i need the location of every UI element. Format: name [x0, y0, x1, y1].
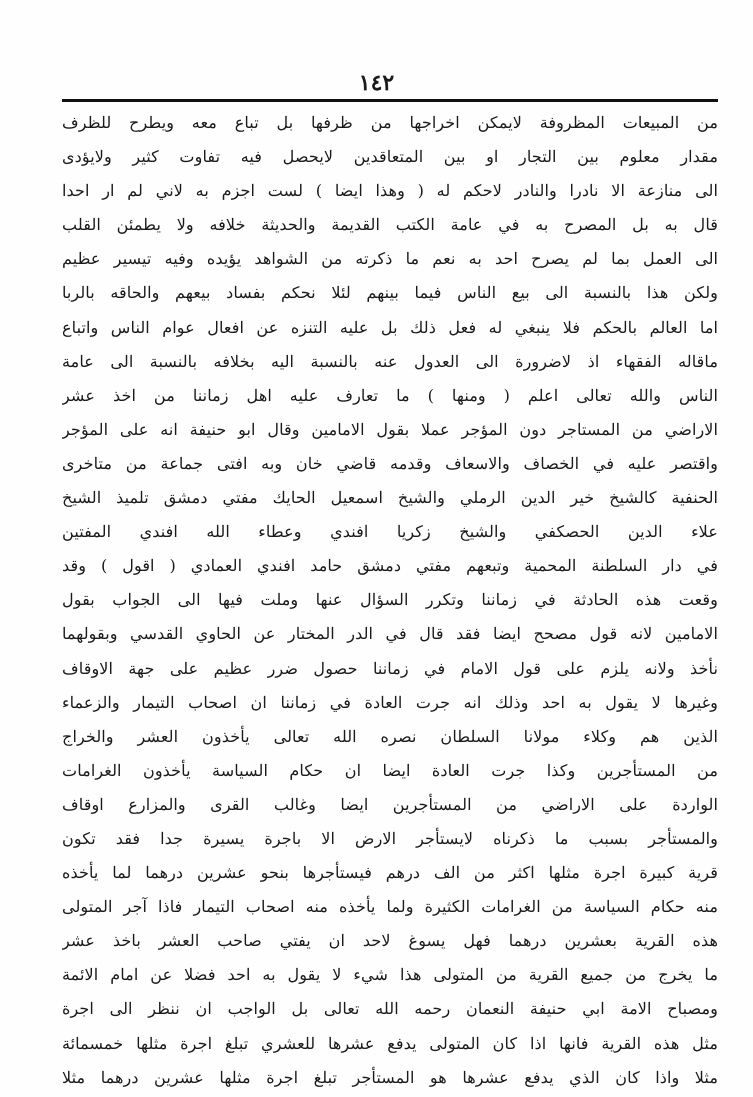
- text-line: منه حكام السياسة من الغرامات الكثيرة ولما يأخذه منه اصحاب التيمار فاذا آجر المتولى: [62, 897, 718, 917]
- text-line: من المبيعات المظروفة لايمكن اخراجها من ظرفها بل تباع معه ويطرح للظرف: [62, 113, 718, 132]
- text-line: ولكن هذا بالنسبة الى بيع الناس فيما بينهم لئلا نحكم بفساد بيعهم والحاقه بالربا: [62, 283, 718, 303]
- text-line: الى منازعة الا نادرا والنادر لاحكم له ( وهذا ايضا ) لست اجزم به لاني لم ار احدا: [62, 181, 718, 201]
- text-line: الامامين لانه قول مصحح ايضا فقد قال في الدر المختار عن الحاوي القدسي وبقولهما: [62, 624, 718, 644]
- text-line: من المستأجرين وكذا جرت العادة ايضا ان حكام السياسة يأخذون الغرامات: [62, 760, 718, 780]
- text-line: ماقاله الفقهاء اذ لاضرورة الى العدول عنه بالنسبة اليه بخلافه بالنسبة الى عامة: [62, 351, 718, 371]
- text-line: الذين هم وكلاء مولانا السلطان نصره الله تعالى يأخذون العشر والخراج: [62, 726, 718, 746]
- text-line: نأخذ ولانه يلزم على قول الامام في زماننا حصول ضرر عظيم على جهة الاوقاف: [62, 658, 718, 678]
- text-line: مثل هذه القرية فانها اذا كان المتولى يدفع عشرها للعشري تبلغ اجرة مثلها خمسمائة: [62, 1033, 718, 1053]
- text-line: وغيرها لا يقول به احد وذلك انه جرت العادة في زماننا ان اصحاب التيمار والزعماء: [62, 692, 718, 712]
- text-line: الحنفية كالشيخ خير الدين الرملي والشيخ اسمعيل الحايك مفتي دمشق تلميذ الشيخ: [62, 488, 718, 508]
- text-line: الاراضي من المستاجر دون المؤجر عملا بقول الامامين وقال ابو حنيفة انه على المؤجر: [62, 419, 718, 439]
- text-line: هذه القرية بعشرين درهما فهل يسوغ لاحد ان يفتي صاحب العشر باخذ عشر: [62, 931, 718, 951]
- text-line: في دار السلطنة المحمية وتبعهم مفتي دمشق حامد افندي العمادي ( اقول ) وقد: [62, 556, 718, 576]
- text-line: واقتصر عليه في الخصاف والاسعاف وقدمه قاضي خان وبه افتى جماعة من متاخرى: [62, 453, 718, 473]
- text-line: مقدار معلوم بين التجار او بين المتعاقدين لايحصل فيه تفاوت كثير ولايؤدى: [62, 147, 718, 167]
- text-line: ما يخرج من جميع القرية من المتولى هذا شيء لا يقول به احد فضلا عن امام الائمة: [62, 965, 718, 985]
- text-line: علاء الدين الحصكفي والشيخ زكريا افندي وعطاء الله افندي المفتين: [62, 522, 718, 542]
- text-line: والمستأجر بسبب ما ذكرناه لايستأجر الارض الا باجرة يسيرة جدا فقد تكون: [62, 828, 718, 848]
- text-line: قرية كبيرة اجرة مثلها اكثر من الف درهم فيستأجرها بنحو عشرين درهما لما يأخذه: [62, 863, 718, 883]
- page-number: ١٤٢: [358, 70, 395, 96]
- text-line: مثلا واذا كان الذي يدفع عشرها هو المستأجر تبلغ اجرة مثلها عشرين درهما مثلا: [62, 1067, 718, 1087]
- header-rule: [62, 99, 718, 102]
- text-line: وقعت هذه الحادثة في زماننا وتكرر السؤال عنها وملت فيها الى الجواب بقول: [62, 590, 718, 610]
- text-line: الى العمل بما لم يصرح احد به نعم ما ذكرته من الشواهد يؤيده وفيه تيسير عظيم: [62, 249, 718, 269]
- text-line: الناس والله تعالى اعلم ( ومنها ) ما تعارف عليه اهل زماننا من اخذ عشر: [62, 385, 718, 405]
- text-line: اما العالم بالحكم فلا ينبغي له فعل ذلك بل عليه التنزه عن افعال عوام الناس واتباع: [62, 317, 718, 337]
- page-body-text: [62, 106, 718, 1095]
- text-line: ومصباح الامة ابي حنيفة النعمان رحمه الله تعالى بل الواجب ان ننظر الى اجرة: [62, 999, 718, 1019]
- text-line: الواردة على الاراضي من المستأجرين ايضا وغالب القرى والمزارع اوقاف: [62, 794, 718, 814]
- text-line: قال به بل المصرح به في عامة الكتب القديمة والحديثة خلافه ولا يطمئن القلب: [62, 215, 718, 235]
